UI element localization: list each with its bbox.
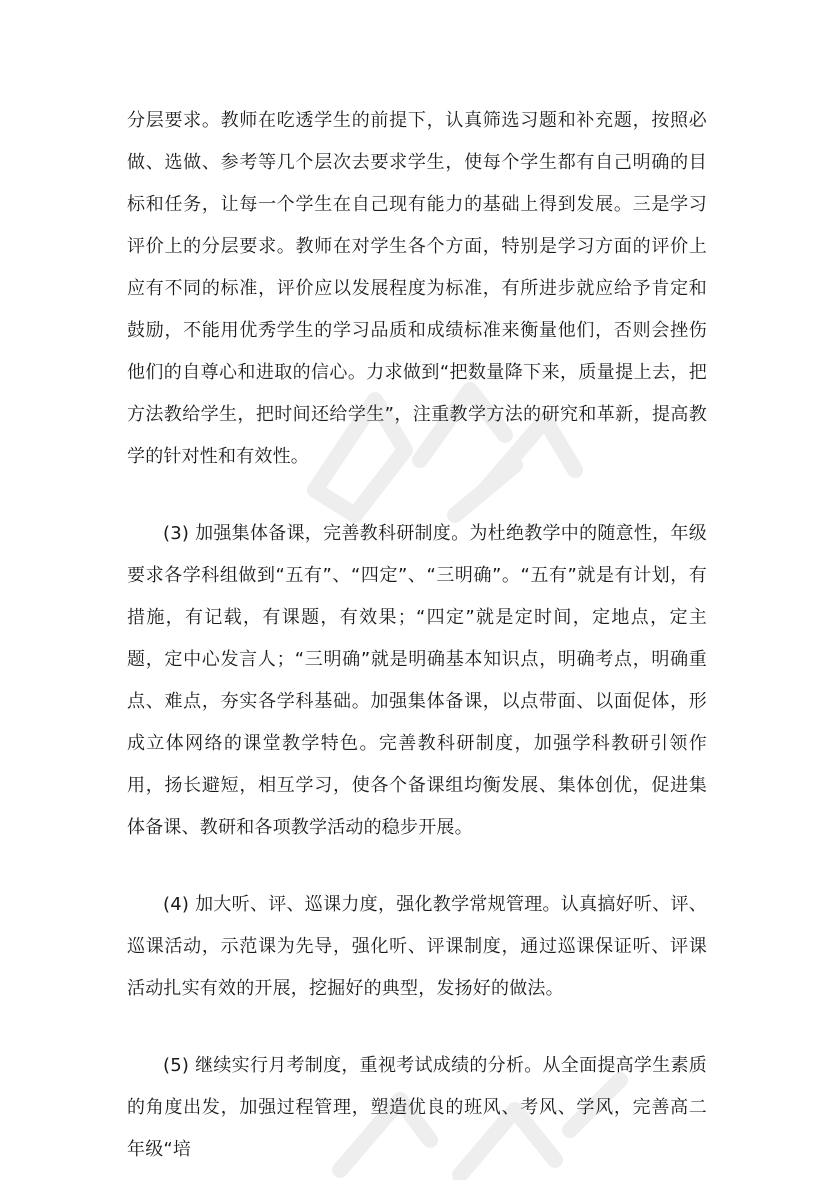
paragraph-class-observation: (4) 加大听、评、巡课力度，强化教学常规管理。认真搞好听、评、巡课活动，示范课为先导，强化听、评课制度，通过巡课保证听、评课活动扎实有效的开展，挖掘好的典型，发扬好的做法。 <box>127 894 707 999</box>
document-body <box>127 100 707 1171</box>
paragraph-gap <box>127 1010 707 1045</box>
paragraph-layered-requirements: 分层要求。教师在吃透学生的前提下，认真筛选习题和补充题，按照必做、选做、参考等几个层次去要求学生，使每个学生都有自己明确的目标和任务，让每一个学生在自己现有能力的基础上得到发展。三是学习评价上的分层要求。教师在对学生各个方面，特别是学习方面的评价上应有不同的标准，评价应以发展程度为标准，有所进步就应给予肯定和鼓励，不能用优秀学生的学习品质和成绩标准来衡量他们，否则会挫伤他们的自尊心和进取的信心。力求做到“把数量降下来，质量提上去，把方法教给学生，把时间还给学生”，注重教学方法的研究和革新，提高教学的针对性和有效性。 <box>127 110 707 467</box>
paragraph-monthly-exams: (5) 继续实行月考制度，重视考试成绩的分析。从全面提高学生素质的角度出发，加强过程管理，塑造优良的班风、考风、学风，完善高二年级“培 <box>127 1055 707 1160</box>
paragraph-gap <box>127 478 707 513</box>
paragraph-gap <box>127 849 707 884</box>
paragraph-collective-lesson-prep: (3) 加强集体备课，完善教科研制度。为杜绝教学中的随意性，年级要求各学科组做到“五有”、“四定”、“三明确”。“五有”就是有计划，有措施，有记载，有课题，有效果；“四定”就是定时间，定地点，定主题，定中心发言人；“三明确”就是明确基本知识点，明确考点，明确重点、难点，夯实各学科基础。加强集体备课，以点带面、以面促体，形成立体网络的课堂教学特色。完善教科研制度，加强学科教研引领作用，扬长避短，相互学习，使各个备课组均衡发展、集体创优，促进集体备课、教研和各项教学活动的稳步开展。 <box>127 523 707 838</box>
